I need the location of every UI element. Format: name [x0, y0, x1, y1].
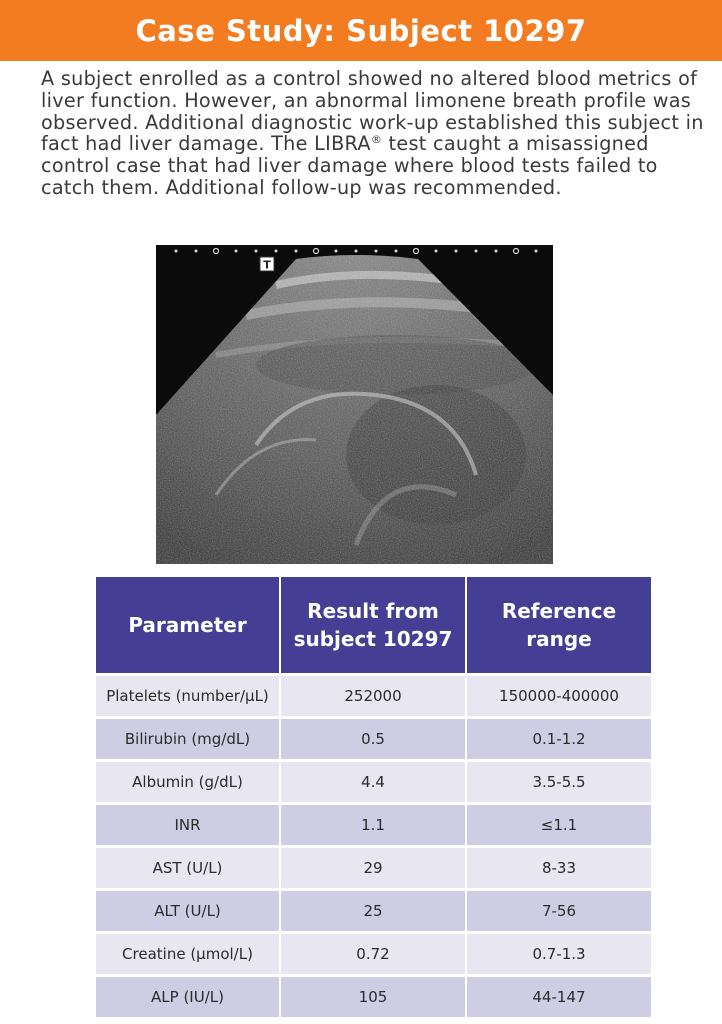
registered-mark: ®	[370, 133, 383, 147]
page-title: Case Study: Subject 10297	[135, 13, 587, 48]
intro-text-part1: A subject enrolled as a control showed no altered blood metrics of liver function. However, an abnormal limonene breath profile was observed. Additional diagnostic work-up established this subject in fact had liver damage. The LIBRA	[41, 67, 704, 156]
ultrasound-image	[156, 245, 553, 564]
reference-cell: 7-56	[467, 891, 651, 931]
title-banner	[0, 0, 722, 61]
reference-cell: 0.1-1.2	[467, 719, 651, 759]
parameter-cell: Platelets (number/µL)	[96, 676, 279, 716]
result-cell: 25	[281, 891, 465, 931]
result-cell: 4.4	[281, 762, 465, 802]
parameter-cell: INR	[96, 805, 279, 845]
reference-cell: ≤1.1	[467, 805, 651, 845]
parameter-cell: Bilirubin (mg/dL)	[96, 719, 279, 759]
reference-cell: 0.7-1.3	[467, 934, 651, 974]
reference-cell: 8-33	[467, 848, 651, 888]
reference-cell: 3.5-5.5	[467, 762, 651, 802]
header-result: Result from subject 10297	[281, 577, 465, 673]
reference-cell: 44-147	[467, 977, 651, 1017]
parameter-cell: AST (U/L)	[96, 848, 279, 888]
header-parameter: Parameter	[96, 577, 279, 673]
result-cell: 0.5	[281, 719, 465, 759]
result-cell: 1.1	[281, 805, 465, 845]
reference-cell: 150000-400000	[467, 676, 651, 716]
result-cell: 252000	[281, 676, 465, 716]
parameter-cell: ALT (U/L)	[96, 891, 279, 931]
table-row	[96, 676, 651, 716]
result-cell: 0.72	[281, 934, 465, 974]
parameter-cell: Creatine (µmol/L)	[96, 934, 279, 974]
header-reference: Reference range	[467, 577, 651, 673]
table-row	[96, 977, 651, 1017]
table-row	[96, 848, 651, 888]
table-row	[96, 762, 651, 802]
table-row	[96, 934, 651, 974]
table-row	[96, 805, 651, 845]
intro-paragraph	[41, 68, 709, 199]
ultrasound-marker-label: T	[263, 258, 271, 272]
result-cell: 105	[281, 977, 465, 1017]
table-row	[96, 891, 651, 931]
result-cell: 29	[281, 848, 465, 888]
table-row	[96, 719, 651, 759]
parameter-cell: ALP (IU/L)	[96, 977, 279, 1017]
intro-text-part2: test caught a misassigned control case that had liver damage where blood tests failed to catch them. Additional follow-up was recommended.	[41, 132, 658, 199]
table-header-row	[96, 577, 651, 673]
parameter-cell: Albumin (g/dL)	[96, 762, 279, 802]
lab-results-table	[94, 574, 653, 1020]
